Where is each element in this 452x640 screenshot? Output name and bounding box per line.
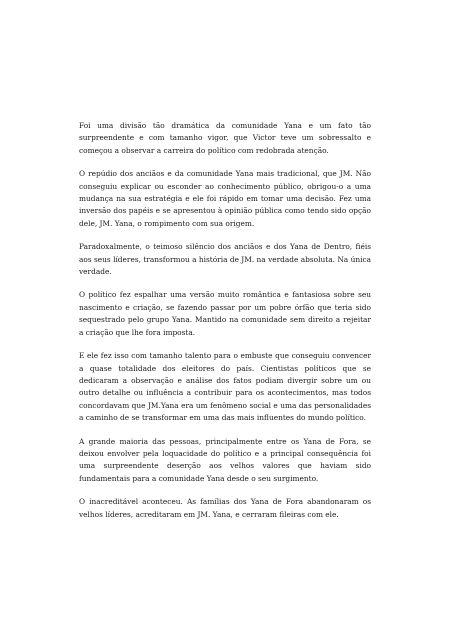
paragraph-5: E ele fez isso com tamanho talento para o embuste que conseguiu convencer a quase totalidade dos eleitores do país. Cientistas políticos que se dedicaram a observação e análise dos fatos podiam divergir sobre um ou outro detalhe ou influência a contribuir para os acontecimentos, mas todos concordavam que JM.Yana era um fenômeno social e uma das personalidades a caminho de se transformar em uma das mais influentes do mundo político. <box>79 351 371 423</box>
paragraph-2: O repúdio dos anciãos e da comunidade Yana mais tradicional, que JM. Não conseguiu explicar ou esconder ao conhecimento público, obrigou-o a uma mudança na sua estratégia e ele foi rápido em tomar uma decisão. Fez uma inversão dos papéis e se apresentou à opinião pública como tendo sido opção dele, JM. Yana, o rompimento com sua origem. <box>79 169 371 228</box>
body-text <box>79 120 371 532</box>
paragraph-1: Foi uma divisão tão dramática da comunidade Yana e um fato tão surpreendente e com tamanho vigor, que Victor teve um sobressalto e começou a observar a carreira do político com redobrada atenção. <box>79 121 371 155</box>
paragraph-4: O político fez espalhar uma versão muito romântica e fantasiosa sobre seu nascimento e criação, se fazendo passar por um pobre órfão que teria sido sequestrado pelo grupo Yana. Mantido na comunidade sem direito a rejeitar a criação que lhe fora imposta. <box>79 290 371 337</box>
paragraph-3: Paradoxalmente, o teimoso silêncio dos anciãos e dos Yana de Dentro, fiéis aos seus líderes, transformou a história de JM. na verdade absoluta. Na única verdade. <box>79 242 371 277</box>
paragraph-6: A grande maioria das pessoas, principalmente entre os Yana de Fora, se deixou envolver pela loquacidade do político e a principal consequência foi uma surpreendente deserção aos velhos valores que haviam sido fundamentais para a comunidade Yana desde o seu surgimento. <box>79 436 371 483</box>
paragraph-7: O inacreditável aconteceu. As famílias dos Yana de Fora abandonaram os velhos líderes, acreditaram em JM. Yana, e cerraram fileiras com ele. <box>79 497 371 519</box>
